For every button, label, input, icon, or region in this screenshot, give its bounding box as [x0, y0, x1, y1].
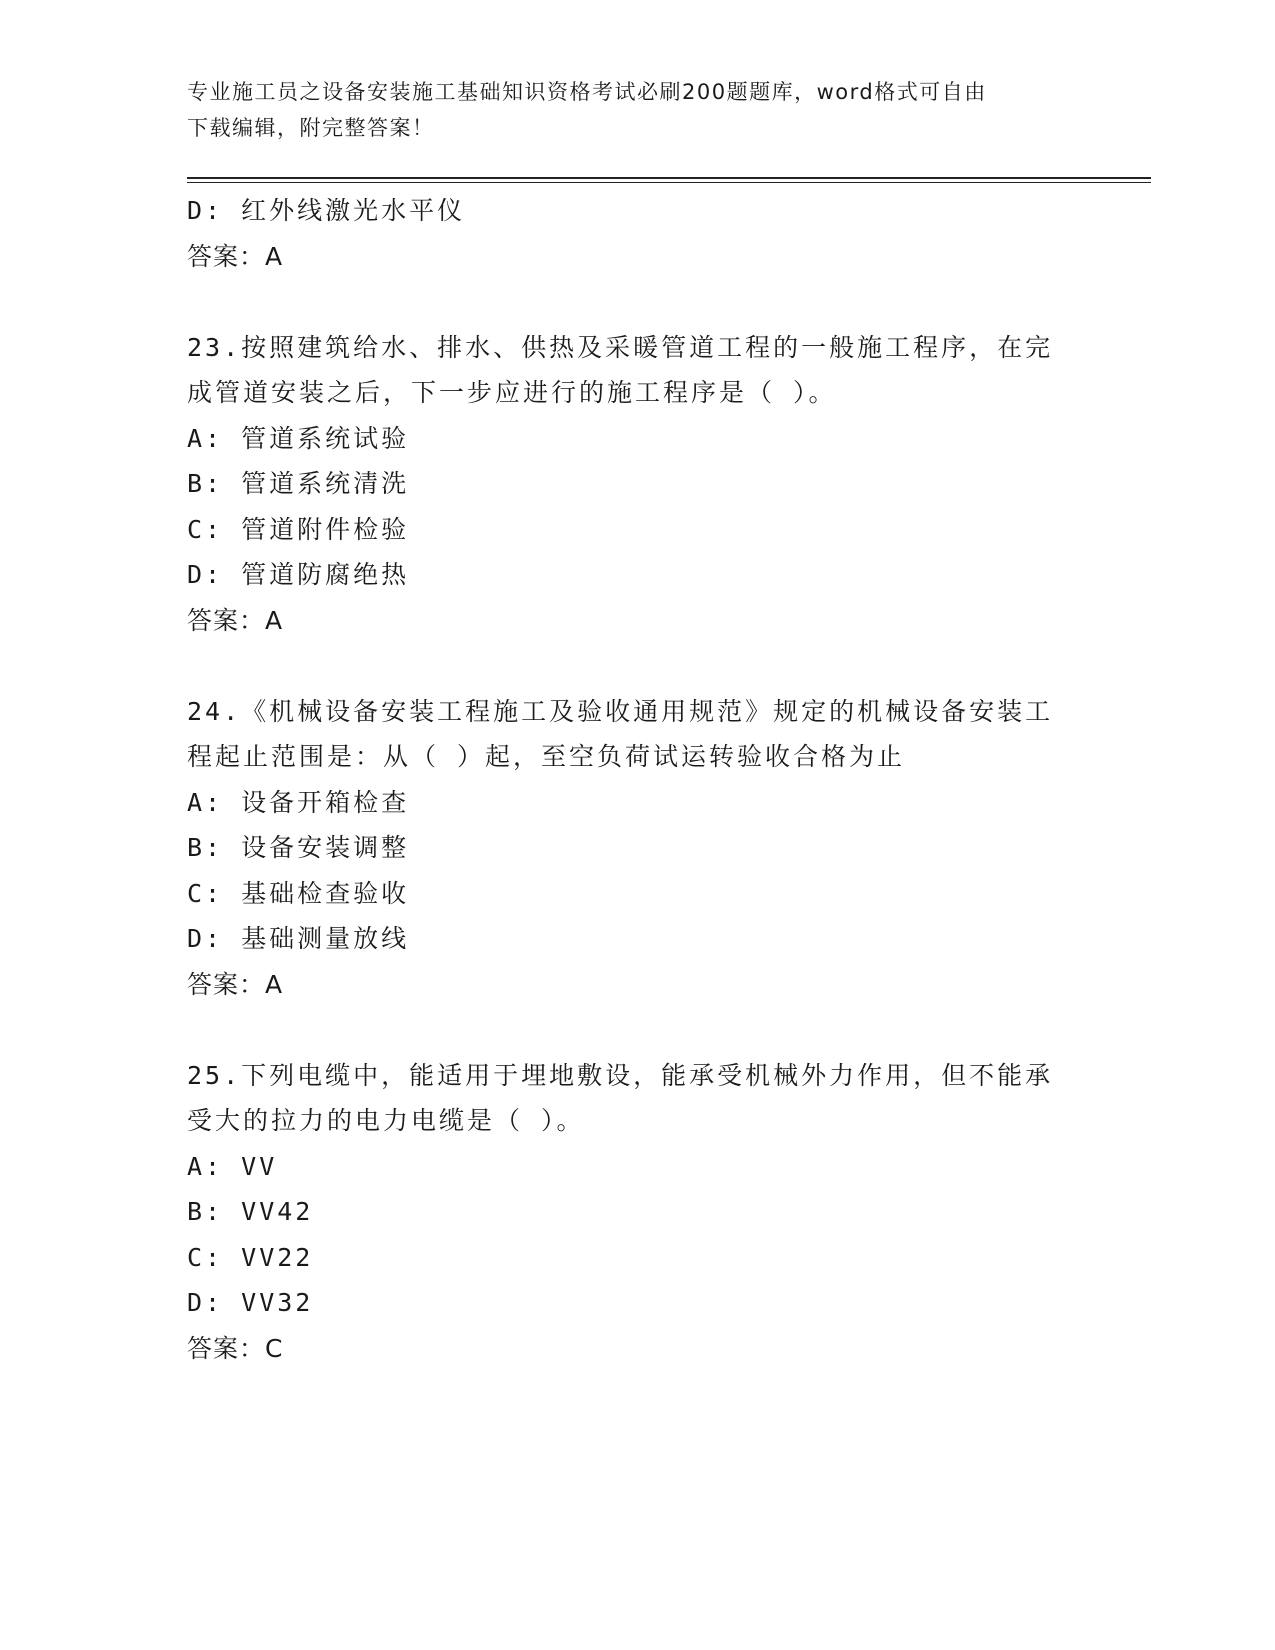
option-c: C: 基础检查验收 [187, 878, 410, 908]
header-divider-thick [187, 177, 1151, 179]
option-d: D: 管道防腐绝热 [187, 560, 410, 589]
question-23 [187, 325, 1087, 644]
document-header [187, 74, 1087, 146]
option-d: D: VV32 [187, 1288, 314, 1317]
question-text-line-2: 程起止范围是：从（ ）起，至空负荷试运转验收合格为止 [187, 742, 906, 771]
header-line-2: 下载编辑，附完整答案！ [187, 116, 435, 140]
document-body [187, 188, 1087, 1371]
option-b: B: 管道系统清洗 [187, 469, 410, 498]
option-a: A: 设备开箱检查 [187, 787, 410, 817]
header-line-1: 专业施工员之设备安装施工基础知识资格考试必刷200题题库，word格式可自由 [187, 80, 987, 104]
question-text-line-1: 24.《机械设备安装工程施工及验收通用规范》规定的机械设备安装工 [187, 696, 1054, 726]
question-25 [187, 1053, 1087, 1372]
answer-line: 答案：A [187, 241, 284, 271]
question-text-line-2: 成管道安装之后，下一步应进行的施工程序是（ ）。 [187, 378, 837, 407]
question-24 [187, 689, 1087, 1008]
question-text-line-1: 23.按照建筑给水、排水、供热及采暖管道工程的一般施工程序，在完 [187, 332, 1054, 362]
question-text-line-1: 25.下列电缆中，能适用于埋地敷设，能承受机械外力作用，但不能承 [187, 1060, 1054, 1090]
option-a: A: VV [187, 1151, 278, 1181]
answer-line: 答案：A [187, 605, 284, 635]
option-c: C: VV22 [187, 1242, 314, 1272]
option-d: D: 基础测量放线 [187, 924, 410, 953]
header-divider-thin [187, 182, 1151, 183]
option-c: C: 管道附件检验 [187, 514, 410, 544]
option-b: B: VV42 [187, 1197, 314, 1226]
option-d: D: 红外线激光水平仪 [187, 196, 466, 225]
option-a: A: 管道系统试验 [187, 423, 410, 453]
previous-question-tail [187, 188, 1087, 279]
question-text-line-2: 受大的拉力的电力电缆是（ ）。 [187, 1106, 585, 1135]
answer-line: 答案：C [187, 1333, 284, 1363]
answer-line: 答案：A [187, 969, 284, 999]
option-b: B: 设备安装调整 [187, 833, 410, 862]
